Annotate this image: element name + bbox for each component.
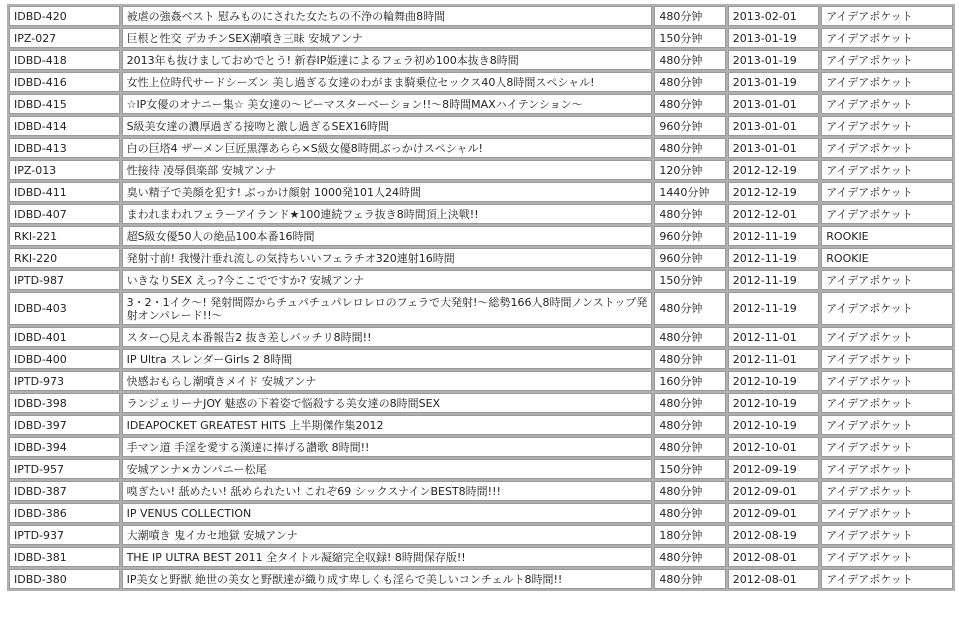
- product-code-cell: IDBD-380: [9, 569, 120, 589]
- maker-cell[interactable]: ROOKIE: [821, 248, 953, 268]
- release-date-cell: 2012-12-19: [728, 182, 819, 202]
- release-date-cell: 2013-01-19: [728, 28, 819, 48]
- duration-cell: 480分钟: [654, 94, 725, 114]
- title-cell[interactable]: IDEAPOCKET GREATEST HITS 上半期傑作集2012: [122, 415, 653, 435]
- release-date-cell: 2012-11-01: [728, 327, 819, 347]
- table-row: [9, 160, 953, 180]
- product-code-cell: IDBD-414: [9, 116, 120, 136]
- table-row: [9, 6, 953, 26]
- duration-cell: 960分钟: [654, 226, 725, 246]
- maker-cell[interactable]: アイデアポケット: [821, 50, 953, 70]
- product-code-cell: IPTD-987: [9, 270, 120, 290]
- title-cell[interactable]: THE IP ULTRA BEST 2011 全タイトル凝縮完全収録! 8時間保存版!!: [122, 547, 653, 567]
- table-row: [9, 437, 953, 457]
- product-code-cell: IDBD-413: [9, 138, 120, 158]
- table-row: [9, 393, 953, 413]
- maker-cell[interactable]: アイデアポケット: [821, 459, 953, 479]
- table-row: [9, 292, 953, 325]
- release-date-cell: 2012-09-01: [728, 481, 819, 501]
- duration-cell: 480分钟: [654, 415, 725, 435]
- release-date-cell: 2012-12-19: [728, 160, 819, 180]
- product-code-cell: IDBD-400: [9, 349, 120, 369]
- title-cell[interactable]: 嗅ぎたい! 舐めたい! 舐められたい! これぞ69 シックスナインBEST8時間!!!: [122, 481, 653, 501]
- duration-cell: 480分钟: [654, 503, 725, 523]
- table-row: [9, 459, 953, 479]
- maker-cell[interactable]: アイデアポケット: [821, 393, 953, 413]
- duration-cell: 120分钟: [654, 160, 725, 180]
- table-row: [9, 270, 953, 290]
- maker-cell[interactable]: アイデアポケット: [821, 116, 953, 136]
- release-date-cell: 2012-10-19: [728, 393, 819, 413]
- title-cell[interactable]: S級美女達の濃厚過ぎる接吻と激し過ぎるSEX16時間: [122, 116, 653, 136]
- product-code-cell: IDBD-386: [9, 503, 120, 523]
- product-code-cell: IPTD-973: [9, 371, 120, 391]
- catalog-table-body: [9, 6, 953, 589]
- product-code-cell: IDBD-407: [9, 204, 120, 224]
- maker-cell[interactable]: アイデアポケット: [821, 327, 953, 347]
- duration-cell: 150分钟: [654, 270, 725, 290]
- maker-cell[interactable]: アイデアポケット: [821, 349, 953, 369]
- product-code-cell: IDBD-420: [9, 6, 120, 26]
- release-date-cell: 2012-11-19: [728, 248, 819, 268]
- product-code-cell: IDBD-416: [9, 72, 120, 92]
- release-date-cell: 2012-11-19: [728, 226, 819, 246]
- duration-cell: 480分钟: [654, 138, 725, 158]
- maker-cell[interactable]: アイデアポケット: [821, 160, 953, 180]
- title-cell[interactable]: まわれまわれフェラーアイランド★100連続フェラ抜き8時間頂上決戦!!: [122, 204, 653, 224]
- maker-cell[interactable]: アイデアポケット: [821, 292, 953, 325]
- table-row: [9, 94, 953, 114]
- title-cell[interactable]: 性接待 凌辱倶楽部 安城アンナ: [122, 160, 653, 180]
- product-code-cell: IDBD-411: [9, 182, 120, 202]
- release-date-cell: 2012-08-01: [728, 569, 819, 589]
- release-date-cell: 2012-11-01: [728, 349, 819, 369]
- title-cell[interactable]: IP VENUS COLLECTION: [122, 503, 653, 523]
- release-date-cell: 2012-09-01: [728, 503, 819, 523]
- product-code-cell: IPZ-013: [9, 160, 120, 180]
- maker-cell[interactable]: アイデアポケット: [821, 547, 953, 567]
- maker-cell[interactable]: アイデアポケット: [821, 525, 953, 545]
- table-row: [9, 525, 953, 545]
- duration-cell: 480分钟: [654, 72, 725, 92]
- duration-cell: 180分钟: [654, 525, 725, 545]
- release-date-cell: 2012-09-19: [728, 459, 819, 479]
- duration-cell: 480分钟: [654, 50, 725, 70]
- release-date-cell: 2013-01-01: [728, 138, 819, 158]
- title-cell[interactable]: ☆IP女優のオナニー集☆ 美女達の～ビーマスターベーション!!～8時間MAXハイテンション～: [122, 94, 653, 114]
- table-row: [9, 481, 953, 501]
- duration-cell: 480分钟: [654, 393, 725, 413]
- table-row: [9, 182, 953, 202]
- title-cell[interactable]: IP美女と野獣 絶世の美女と野獣達が織り成す卑しくも淫らで美しいコンチェルト8時間!!: [122, 569, 653, 589]
- duration-cell: 150分钟: [654, 459, 725, 479]
- maker-cell[interactable]: アイデアポケット: [821, 138, 953, 158]
- table-row: [9, 327, 953, 347]
- release-date-cell: 2012-12-01: [728, 204, 819, 224]
- duration-cell: 480分钟: [654, 481, 725, 501]
- maker-cell[interactable]: アイデアポケット: [821, 569, 953, 589]
- product-code-cell: IDBD-398: [9, 393, 120, 413]
- duration-cell: 480分钟: [654, 349, 725, 369]
- table-row: [9, 72, 953, 92]
- title-cell[interactable]: 超S級女優50人の絶品100本番16時間: [122, 226, 653, 246]
- release-date-cell: 2012-11-19: [728, 270, 819, 290]
- release-date-cell: 2013-01-19: [728, 72, 819, 92]
- product-code-cell: RKI-220: [9, 248, 120, 268]
- maker-cell[interactable]: ROOKIE: [821, 226, 953, 246]
- release-date-cell: 2013-01-01: [728, 116, 819, 136]
- title-cell[interactable]: 3・2・1イク～! 発射間際からチュパチュパレロレロのフェラで大発射!～総勢166人8時間ノンストップ発射オンパレード!!～: [122, 292, 653, 325]
- release-date-cell: 2013-01-01: [728, 94, 819, 114]
- product-code-cell: IDBD-381: [9, 547, 120, 567]
- product-code-cell: IPTD-937: [9, 525, 120, 545]
- product-code-cell: IDBD-403: [9, 292, 120, 325]
- table-row: [9, 349, 953, 369]
- duration-cell: 480分钟: [654, 6, 725, 26]
- title-cell[interactable]: スター○見え本番報告2 抜き差しバッチリ8時間!!: [122, 327, 653, 347]
- title-cell[interactable]: 女性上位時代サードシーズン 美し過ぎる女達のわがまま騎乗位セックス40人8時間スペシャル!: [122, 72, 653, 92]
- table-row: [9, 138, 953, 158]
- table-row: [9, 569, 953, 589]
- table-row: [9, 371, 953, 391]
- table-row: [9, 415, 953, 435]
- product-code-cell: IPTD-957: [9, 459, 120, 479]
- duration-cell: 480分钟: [654, 204, 725, 224]
- release-date-cell: 2012-10-01: [728, 437, 819, 457]
- title-cell[interactable]: 巨根と性交 デカチンSEX潮噴き三昧 安城アンナ: [122, 28, 653, 48]
- table-row: [9, 503, 953, 523]
- catalog-table: [7, 4, 955, 591]
- maker-cell[interactable]: アイデアポケット: [821, 94, 953, 114]
- title-cell[interactable]: 発射寸前! 我慢汁垂れ流しの気持ちいいフェラチオ320連射16時間: [122, 248, 653, 268]
- table-row: [9, 116, 953, 136]
- product-code-cell: IDBD-418: [9, 50, 120, 70]
- table-row: [9, 204, 953, 224]
- title-cell[interactable]: 大潮噴き 鬼イカセ地獄 安城アンナ: [122, 525, 653, 545]
- product-code-cell: IPZ-027: [9, 28, 120, 48]
- maker-cell[interactable]: アイデアポケット: [821, 182, 953, 202]
- maker-cell[interactable]: アイデアポケット: [821, 28, 953, 48]
- title-cell[interactable]: 被虐の強姦ベスト 慰みものにされた女たちの不浄の輪舞曲8時間: [122, 6, 653, 26]
- maker-cell[interactable]: アイデアポケット: [821, 437, 953, 457]
- product-code-cell: IDBD-394: [9, 437, 120, 457]
- maker-cell[interactable]: アイデアポケット: [821, 371, 953, 391]
- duration-cell: 480分钟: [654, 569, 725, 589]
- title-cell[interactable]: 白の巨塔4 ザーメン巨匠黒澤あらら×S級女優8時間ぶっかけスペシャル!: [122, 138, 653, 158]
- product-code-cell: IDBD-401: [9, 327, 120, 347]
- maker-cell[interactable]: アイデアポケット: [821, 6, 953, 26]
- maker-cell[interactable]: アイデアポケット: [821, 503, 953, 523]
- duration-cell: 160分钟: [654, 371, 725, 391]
- title-cell[interactable]: 快感おもらし潮噴きメイド 安城アンナ: [122, 371, 653, 391]
- title-cell[interactable]: 2013年も抜けましておめでとう! 新春IP姫達によるフェラ初め100本抜き8時間: [122, 50, 653, 70]
- product-code-cell: IDBD-415: [9, 94, 120, 114]
- table-row: [9, 547, 953, 567]
- release-date-cell: 2013-01-19: [728, 50, 819, 70]
- maker-cell[interactable]: アイデアポケット: [821, 204, 953, 224]
- release-date-cell: 2012-10-19: [728, 371, 819, 391]
- release-date-cell: 2012-08-01: [728, 547, 819, 567]
- release-date-cell: 2012-08-19: [728, 525, 819, 545]
- maker-cell[interactable]: アイデアポケット: [821, 415, 953, 435]
- title-cell[interactable]: IP Ultra スレンダーGirls 2 8時間: [122, 349, 653, 369]
- duration-cell: 480分钟: [654, 547, 725, 567]
- table-row: [9, 248, 953, 268]
- duration-cell: 150分钟: [654, 28, 725, 48]
- product-code-cell: IDBD-397: [9, 415, 120, 435]
- release-date-cell: 2012-11-19: [728, 292, 819, 325]
- table-row: [9, 226, 953, 246]
- maker-cell[interactable]: アイデアポケット: [821, 270, 953, 290]
- product-code-cell: RKI-221: [9, 226, 120, 246]
- duration-cell: 480分钟: [654, 292, 725, 325]
- title-cell[interactable]: いきなりSEX えっ?今ここでですか? 安城アンナ: [122, 270, 653, 290]
- duration-cell: 960分钟: [654, 116, 725, 136]
- table-row: [9, 50, 953, 70]
- title-cell[interactable]: 臭い精子で美顔を犯す! ぶっかけ顔射 1000発101人24時間: [122, 182, 653, 202]
- duration-cell: 480分钟: [654, 437, 725, 457]
- duration-cell: 960分钟: [654, 248, 725, 268]
- table-row: [9, 28, 953, 48]
- duration-cell: 480分钟: [654, 327, 725, 347]
- duration-cell: 1440分钟: [654, 182, 725, 202]
- title-cell[interactable]: 安城アンナ×カンパニー松尾: [122, 459, 653, 479]
- release-date-cell: 2013-02-01: [728, 6, 819, 26]
- release-date-cell: 2012-10-19: [728, 415, 819, 435]
- title-cell[interactable]: 手マン道 手淫を愛する漢達に捧げる讃歌 8時間!!: [122, 437, 653, 457]
- maker-cell[interactable]: アイデアポケット: [821, 481, 953, 501]
- product-code-cell: IDBD-387: [9, 481, 120, 501]
- title-cell[interactable]: ランジェリーナJOY 魅惑の下着姿で悩殺する美女達の8時間SEX: [122, 393, 653, 413]
- maker-cell[interactable]: アイデアポケット: [821, 72, 953, 92]
